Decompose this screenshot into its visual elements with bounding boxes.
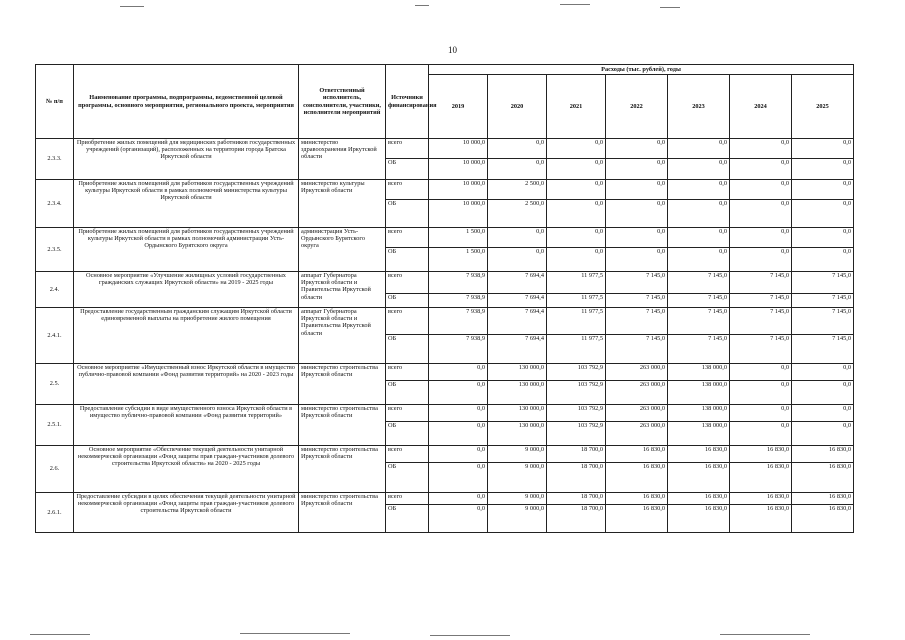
expense-value: 130 000,0 bbox=[488, 405, 547, 422]
funding-source: ОБ bbox=[386, 248, 429, 272]
expense-value: 2 500,0 bbox=[488, 200, 547, 228]
funding-source: ОБ bbox=[386, 200, 429, 228]
expense-value: 16 830,0 bbox=[606, 505, 668, 533]
header-year: 2025 bbox=[792, 75, 854, 139]
expense-value: 0,0 bbox=[606, 159, 668, 180]
executor: аппарат Губернатора Иркутской области и Правительства Иркутской области bbox=[299, 308, 386, 364]
header-year: 2024 bbox=[730, 75, 792, 139]
expense-value: 7 694,4 bbox=[488, 308, 547, 335]
expense-value: 7 145,0 bbox=[730, 335, 792, 364]
expense-value: 7 694,4 bbox=[488, 272, 547, 294]
expense-value: 0,0 bbox=[429, 493, 488, 505]
table-row bbox=[36, 272, 854, 294]
table-row bbox=[36, 493, 854, 505]
table-row bbox=[36, 308, 854, 335]
expense-value: 0,0 bbox=[792, 200, 854, 228]
header-name: Наименование программы, подпрограммы, ведомственной целевой программы, основного мероприятия, регионального проекта, мероприятия bbox=[74, 65, 299, 139]
expense-value: 18 700,0 bbox=[547, 446, 606, 463]
expense-value: 9 000,0 bbox=[488, 493, 547, 505]
executor: аппарат Губернатора Иркутской области и Правительства Иркутской области bbox=[299, 272, 386, 308]
expense-value: 7 145,0 bbox=[668, 308, 730, 335]
expense-value: 0,0 bbox=[668, 248, 730, 272]
expense-value: 11 977,5 bbox=[547, 294, 606, 308]
expense-value: 0,0 bbox=[606, 248, 668, 272]
expense-value: 138 000,0 bbox=[668, 405, 730, 422]
expense-value: 16 830,0 bbox=[792, 505, 854, 533]
activity-name: Приобретение жилых помещений для работников государственных учреждений культуры Иркутской области в рамках полномочий администрации Усть-Ордынского Бурятского округа bbox=[74, 228, 299, 272]
expense-value: 0,0 bbox=[730, 139, 792, 159]
expense-value: 10 000,0 bbox=[429, 180, 488, 200]
header-expenses: Расходы (тыс. рублей), годы bbox=[429, 65, 854, 75]
expense-value: 0,0 bbox=[792, 405, 854, 422]
activity-name: Основное мероприятие «Улучшение жилищных условий государственных гражданских служащих Иркутской области» на 2019 - 2025 годы bbox=[74, 272, 299, 308]
funding-source: ОБ bbox=[386, 294, 429, 308]
expense-value: 0,0 bbox=[730, 381, 792, 405]
expense-value: 16 830,0 bbox=[792, 493, 854, 505]
expense-value: 0,0 bbox=[547, 159, 606, 180]
expense-value: 130 000,0 bbox=[488, 381, 547, 405]
funding-source: всего bbox=[386, 364, 429, 381]
expense-value: 18 700,0 bbox=[547, 505, 606, 533]
executor: министерство строительства Иркутской области bbox=[299, 364, 386, 405]
expense-value: 0,0 bbox=[792, 159, 854, 180]
expense-value: 7 145,0 bbox=[606, 308, 668, 335]
expense-value: 0,0 bbox=[547, 139, 606, 159]
activity-name: Предоставление государственным гражданским служащим Иркутской области единовременной выплаты на приобретение жилого помещения bbox=[74, 308, 299, 364]
expense-value: 263 000,0 bbox=[606, 422, 668, 446]
funding-source: всего bbox=[386, 180, 429, 200]
expense-value: 0,0 bbox=[668, 159, 730, 180]
expense-value: 0,0 bbox=[668, 200, 730, 228]
expense-value: 7 145,0 bbox=[792, 335, 854, 364]
expense-value: 16 830,0 bbox=[606, 446, 668, 463]
expense-value: 1 500,0 bbox=[429, 228, 488, 248]
table-row bbox=[36, 139, 854, 159]
executor: министерство культуры Иркутской области bbox=[299, 180, 386, 228]
expense-value: 0,0 bbox=[730, 405, 792, 422]
expense-value: 16 830,0 bbox=[668, 493, 730, 505]
expense-value: 0,0 bbox=[730, 422, 792, 446]
expense-value: 10 000,0 bbox=[429, 139, 488, 159]
funding-source: ОБ bbox=[386, 505, 429, 533]
funding-source: ОБ bbox=[386, 335, 429, 364]
expense-value: 138 000,0 bbox=[668, 422, 730, 446]
expense-value: 138 000,0 bbox=[668, 364, 730, 381]
row-number: 2.6. bbox=[36, 446, 74, 493]
row-number: 2.4.1. bbox=[36, 308, 74, 364]
expense-value: 7 938,9 bbox=[429, 294, 488, 308]
expense-value: 138 000,0 bbox=[668, 381, 730, 405]
header-year: 2019 bbox=[429, 75, 488, 139]
row-number: 2.5.1. bbox=[36, 405, 74, 446]
expense-value: 0,0 bbox=[730, 180, 792, 200]
header-row bbox=[36, 65, 854, 75]
header-year: 2022 bbox=[606, 75, 668, 139]
expense-value: 7 145,0 bbox=[730, 308, 792, 335]
expense-value: 0,0 bbox=[730, 159, 792, 180]
expense-value: 0,0 bbox=[488, 248, 547, 272]
budget-table bbox=[35, 64, 854, 533]
funding-source: ОБ bbox=[386, 381, 429, 405]
activity-name: Основное мероприятие «Обеспечение текущей деятельности унитарной некоммерческой организации «Фонд защиты прав граждан-участников долевого строительства Иркутской области» на 2020 - 2025 годы bbox=[74, 446, 299, 493]
page-number: 10 bbox=[448, 45, 457, 55]
expense-value: 7 145,0 bbox=[668, 335, 730, 364]
executor: администрация Усть-Ордынского Бурятского округа bbox=[299, 228, 386, 272]
scan-edge-top bbox=[0, 0, 905, 10]
expense-value: 0,0 bbox=[547, 228, 606, 248]
expense-value: 0,0 bbox=[792, 228, 854, 248]
executor: министерство строительства Иркутской области bbox=[299, 493, 386, 533]
expense-value: 16 830,0 bbox=[730, 446, 792, 463]
expense-value: 7 145,0 bbox=[792, 272, 854, 294]
activity-name: Приобретение жилых помещений для работников государственных учреждений культуры Иркутской области в рамках полномочий министерства культуры Иркутской области bbox=[74, 180, 299, 228]
expense-value: 7 694,4 bbox=[488, 335, 547, 364]
expense-value: 7 145,0 bbox=[730, 294, 792, 308]
row-number: 2.5. bbox=[36, 364, 74, 405]
funding-source: всего bbox=[386, 228, 429, 248]
funding-source: ОБ bbox=[386, 159, 429, 180]
row-number: 2.4. bbox=[36, 272, 74, 308]
expense-value: 1 500,0 bbox=[429, 248, 488, 272]
header-source: Источники финансирования bbox=[386, 65, 429, 139]
expense-value: 0,0 bbox=[429, 422, 488, 446]
scan-edge-bottom bbox=[0, 630, 905, 640]
funding-source: всего bbox=[386, 493, 429, 505]
executor: министерство строительства Иркутской области bbox=[299, 405, 386, 446]
funding-source: всего bbox=[386, 405, 429, 422]
expense-value: 0,0 bbox=[429, 364, 488, 381]
executor: министерство здравоохранения Иркутской области bbox=[299, 139, 386, 180]
expense-value: 0,0 bbox=[429, 463, 488, 493]
expense-value: 11 977,5 bbox=[547, 272, 606, 294]
expense-value: 9 000,0 bbox=[488, 446, 547, 463]
expense-value: 16 830,0 bbox=[730, 505, 792, 533]
expense-value: 16 830,0 bbox=[606, 463, 668, 493]
expense-value: 0,0 bbox=[547, 248, 606, 272]
expense-value: 16 830,0 bbox=[668, 463, 730, 493]
expense-value: 0,0 bbox=[792, 422, 854, 446]
funding-source: ОБ bbox=[386, 422, 429, 446]
expense-value: 18 700,0 bbox=[547, 493, 606, 505]
expense-value: 16 830,0 bbox=[606, 493, 668, 505]
expense-value: 130 000,0 bbox=[488, 364, 547, 381]
row-number: 2.3.5. bbox=[36, 228, 74, 272]
expense-value: 16 830,0 bbox=[792, 446, 854, 463]
expense-value: 263 000,0 bbox=[606, 381, 668, 405]
expense-value: 16 830,0 bbox=[792, 463, 854, 493]
activity-name: Основное мероприятие «Имущественный взнос Иркутской области в имущество публично-правовой компании «Фонд развития территорий» на 2020 - 2023 годы bbox=[74, 364, 299, 405]
expense-value: 7 145,0 bbox=[792, 294, 854, 308]
table-row bbox=[36, 228, 854, 248]
header-year: 2023 bbox=[668, 75, 730, 139]
expense-value: 0,0 bbox=[668, 228, 730, 248]
activity-name: Предоставление субсидии в виде имущественного взноса Иркутской области в имущество публично-правовой компании «Фонд развития территорий» bbox=[74, 405, 299, 446]
expense-value: 130 000,0 bbox=[488, 422, 547, 446]
expense-value: 103 792,9 bbox=[547, 405, 606, 422]
expense-value: 7 145,0 bbox=[668, 294, 730, 308]
expense-value: 7 145,0 bbox=[668, 272, 730, 294]
expense-value: 10 000,0 bbox=[429, 159, 488, 180]
expense-value: 7 938,9 bbox=[429, 335, 488, 364]
expense-value: 11 977,5 bbox=[547, 308, 606, 335]
expense-value: 0,0 bbox=[792, 180, 854, 200]
table-row bbox=[36, 180, 854, 200]
expense-value: 0,0 bbox=[606, 180, 668, 200]
expense-value: 7 694,4 bbox=[488, 294, 547, 308]
expense-value: 0,0 bbox=[547, 180, 606, 200]
funding-source: всего bbox=[386, 308, 429, 335]
expense-value: 0,0 bbox=[488, 159, 547, 180]
expense-value: 0,0 bbox=[792, 381, 854, 405]
funding-source: всего bbox=[386, 272, 429, 294]
row-number: 2.3.3. bbox=[36, 139, 74, 180]
expense-value: 0,0 bbox=[730, 200, 792, 228]
expense-value: 7 938,9 bbox=[429, 308, 488, 335]
expense-value: 103 792,9 bbox=[547, 422, 606, 446]
expense-value: 0,0 bbox=[606, 228, 668, 248]
row-number: 2.6.1. bbox=[36, 493, 74, 533]
expense-value: 16 830,0 bbox=[668, 505, 730, 533]
expense-value: 0,0 bbox=[606, 200, 668, 228]
expense-value: 0,0 bbox=[730, 228, 792, 248]
table-row bbox=[36, 364, 854, 381]
activity-name: Приобретение жилых помещений для медицинских работников государственных учреждений (организаций), расположенных на территории города Братска Иркутской области bbox=[74, 139, 299, 180]
expense-value: 0,0 bbox=[730, 248, 792, 272]
expense-value: 263 000,0 bbox=[606, 405, 668, 422]
expense-value: 7 145,0 bbox=[730, 272, 792, 294]
expense-value: 9 000,0 bbox=[488, 463, 547, 493]
row-number: 2.3.4. bbox=[36, 180, 74, 228]
expense-value: 16 830,0 bbox=[668, 446, 730, 463]
expense-value: 11 977,5 bbox=[547, 335, 606, 364]
expense-value: 0,0 bbox=[792, 248, 854, 272]
expense-value: 0,0 bbox=[429, 381, 488, 405]
expense-value: 103 792,9 bbox=[547, 364, 606, 381]
expense-value: 0,0 bbox=[429, 446, 488, 463]
table-row bbox=[36, 405, 854, 422]
expense-value: 263 000,0 bbox=[606, 364, 668, 381]
expense-value: 0,0 bbox=[429, 505, 488, 533]
funding-source: всего bbox=[386, 446, 429, 463]
header-year: 2021 bbox=[547, 75, 606, 139]
expense-value: 0,0 bbox=[606, 139, 668, 159]
expense-value: 0,0 bbox=[792, 139, 854, 159]
funding-source: ОБ bbox=[386, 463, 429, 493]
expense-value: 9 000,0 bbox=[488, 505, 547, 533]
header-year: 2020 bbox=[488, 75, 547, 139]
expense-value: 0,0 bbox=[429, 405, 488, 422]
expense-value: 7 145,0 bbox=[606, 272, 668, 294]
expense-value: 7 145,0 bbox=[606, 335, 668, 364]
executor: министерство строительства Иркутской области bbox=[299, 446, 386, 493]
expense-value: 2 500,0 bbox=[488, 180, 547, 200]
header-executor: Ответственный исполнитель, соисполнители, участники, исполнители мероприятий bbox=[299, 65, 386, 139]
expense-value: 18 700,0 bbox=[547, 463, 606, 493]
expense-value: 16 830,0 bbox=[730, 493, 792, 505]
activity-name: Предоставление субсидии в целях обеспечения текущей деятельности унитарной некоммерческой организации «Фонд защиты прав граждан-участников долевого строительства Иркутской области bbox=[74, 493, 299, 533]
expense-value: 10 000,0 bbox=[429, 200, 488, 228]
expense-value: 0,0 bbox=[668, 180, 730, 200]
expense-value: 103 792,9 bbox=[547, 381, 606, 405]
expense-value: 0,0 bbox=[547, 200, 606, 228]
expense-value: 0,0 bbox=[488, 139, 547, 159]
expense-value: 7 145,0 bbox=[606, 294, 668, 308]
expense-value: 16 830,0 bbox=[730, 463, 792, 493]
header-num: № п/п bbox=[36, 65, 74, 139]
expense-value: 0,0 bbox=[668, 139, 730, 159]
expense-value: 7 145,0 bbox=[792, 308, 854, 335]
expense-value: 7 938,9 bbox=[429, 272, 488, 294]
expense-value: 0,0 bbox=[488, 228, 547, 248]
expense-value: 0,0 bbox=[730, 364, 792, 381]
expense-value: 0,0 bbox=[792, 364, 854, 381]
funding-source: всего bbox=[386, 139, 429, 159]
table-row bbox=[36, 446, 854, 463]
